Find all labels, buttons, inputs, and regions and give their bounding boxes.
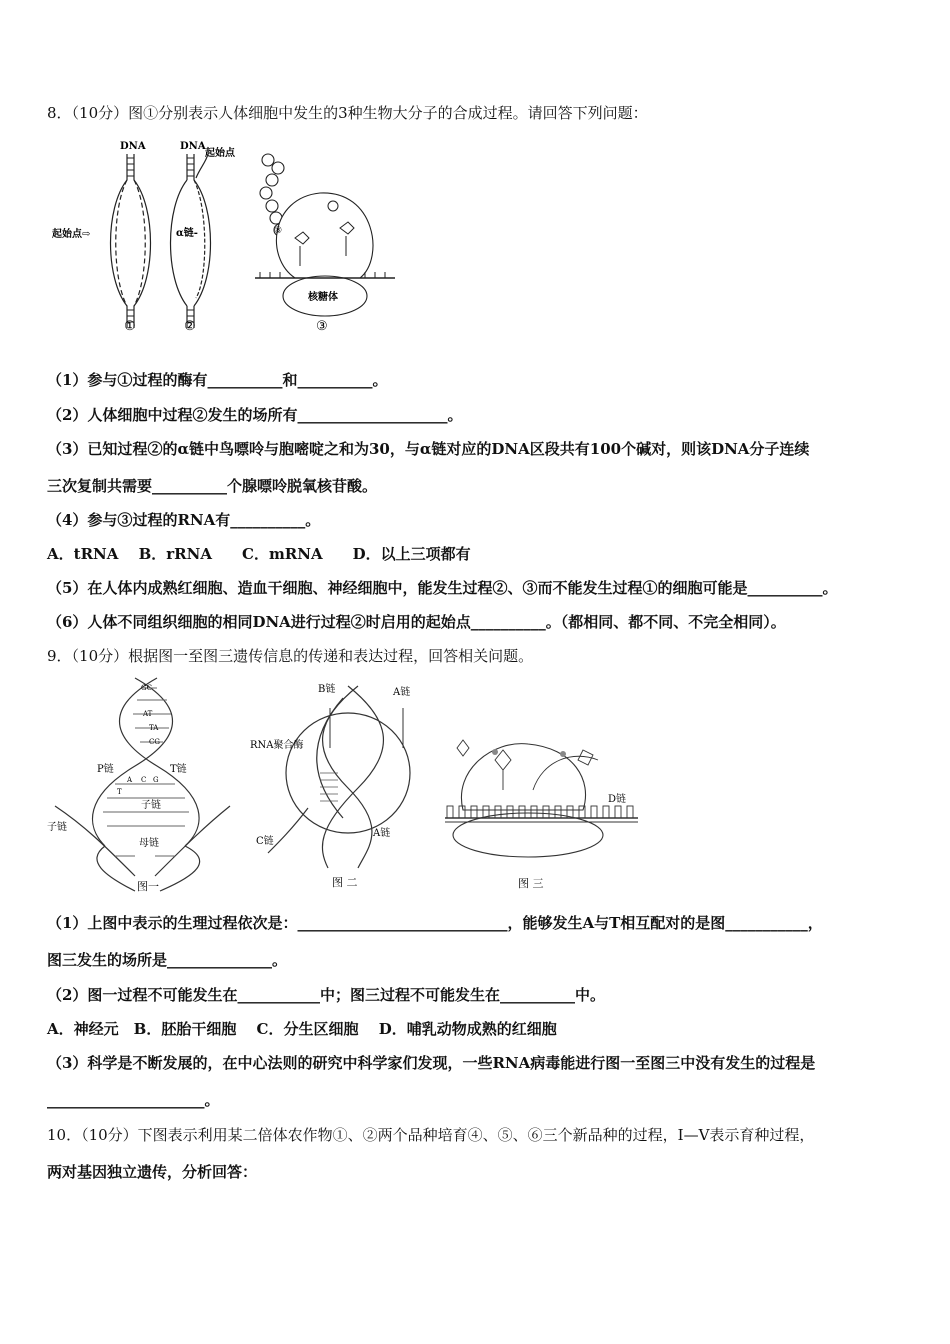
fig8-dna2-label: DNA <box>180 141 206 152</box>
q9-sub3b: _____________________。 <box>47 1091 220 1109</box>
fig1-p-chain: P链 <box>97 764 114 775</box>
q8-sub1: （1）参与①过程的酶有__________和__________。 <box>47 371 388 389</box>
fig2-c-chain: C链 <box>256 836 274 847</box>
fig8-ribosome-label: 核糖体 <box>308 292 338 303</box>
fig8-aa-label: ⑧ <box>274 226 283 236</box>
q8-sub6: （6）人体不同组织细胞的相同DNA进行过程②时启用的起始点__________。（都相同、都不同、不完全相同）。 <box>47 613 786 631</box>
fig1-sub-chain: 子链 <box>141 800 161 811</box>
q8-figure <box>50 138 410 338</box>
fig1-base-g: G <box>153 776 159 784</box>
q9-figure-3 <box>433 730 643 895</box>
q8-sub3b: 三次复制共需要__________个腺嘌呤脱氧核苷酸。 <box>47 477 378 495</box>
fig1-bp-cg: CG <box>149 738 160 746</box>
fig8-dna1-label: DNA <box>120 141 146 152</box>
fig2-b-chain: B链 <box>318 684 336 695</box>
fig8-num3: ③ <box>316 319 328 334</box>
fig2-a-chain: A链 <box>393 687 411 698</box>
fig1-base-a: A <box>127 776 133 784</box>
fig1-caption: 图一 <box>137 880 159 893</box>
fig8-num1: ① <box>124 319 136 334</box>
fig1-t-chain: T链 <box>170 764 187 775</box>
q9-sub2: （2）图一过程不可能发生在___________中；图三过程不可能发生在__________中。 <box>47 986 605 1004</box>
fig2-a-chain-2: A链 <box>373 828 391 839</box>
q9-sub1a: （1）上图中表示的生理过程依次是：____________________________，能够发生A与T相互配对的是图___________， <box>47 914 823 932</box>
fig3-d-chain: D链 <box>608 794 627 805</box>
q8-title: 8．（10分）图①分别表示人体细胞中发生的3种生物大分子的合成过程。请回答下列问题： <box>47 104 648 122</box>
fig1-base-t: T <box>117 788 122 796</box>
fig2-caption: 图 二 <box>332 876 358 889</box>
q10-title-b: 两对基因独立遗传，分析回答： <box>47 1163 258 1181</box>
fig1-bp-ta: TA <box>149 724 159 732</box>
q8-sub4-options: A．tRNA B．rRNA C．mRNA D．以上三项都有 <box>47 545 471 563</box>
fig1-sub-chain-2: 子链 <box>47 822 67 833</box>
q9-figure-2 <box>248 678 433 896</box>
q8-sub5: （5）在人体内成熟红细胞、造血干细胞、神经细胞中，能发生过程②、③而不能发生过程①的细胞可能是__________。 <box>47 579 838 597</box>
fig8-start-left: 起始点⇨ <box>52 229 91 240</box>
q8-sub2: （2）人体细胞中过程②发生的场所有____________________。 <box>47 406 463 424</box>
fig1-mother-chain: 母链 <box>139 838 159 849</box>
q8-sub4: （4）参与③过程的RNA有__________。 <box>47 511 321 529</box>
q9-figure-1 <box>45 676 240 898</box>
q10-title-a: 10．（10分）下图表示利用某二倍体农作物①、②两个品种培育④、⑤、⑥三个新品种的过程，Ⅰ—Ⅴ表示育种过程， <box>47 1126 815 1144</box>
q9-sub3a: （3）科学是不断发展的，在中心法则的研究中科学家们发现，一些RNA病毒能进行图一至图三中没有发生的过程是 <box>47 1054 816 1072</box>
q9-sub2-options: A．神经元 B．胚胎干细胞 C．分生区细胞 D．哺乳动物成熟的红细胞 <box>47 1020 557 1038</box>
q9-title: 9．（10分）根据图一至图三遗传信息的传递和表达过程，回答相关问题。 <box>47 647 534 665</box>
fig2-rna-polymerase: RNA聚合酶 <box>250 740 304 751</box>
fig1-bp-gc: GC <box>141 684 152 692</box>
fig8-start-top: 起始点 <box>205 148 235 159</box>
fig1-base-c: C <box>141 776 147 784</box>
fig1-bp-at: AT <box>143 710 153 718</box>
fig8-num2: ② <box>184 319 196 334</box>
fig3-caption: 图 三 <box>518 877 544 890</box>
fig8-alpha-label: α链- <box>176 228 198 239</box>
q9-sub1b: 图三发生的场所是______________。 <box>47 951 288 969</box>
q8-sub3a: （3）已知过程②的α链中鸟嘌呤与胞嘧啶之和为30，与α链对应的DNA区段共有100个碱对，则该DNA分子连续 <box>47 440 810 458</box>
